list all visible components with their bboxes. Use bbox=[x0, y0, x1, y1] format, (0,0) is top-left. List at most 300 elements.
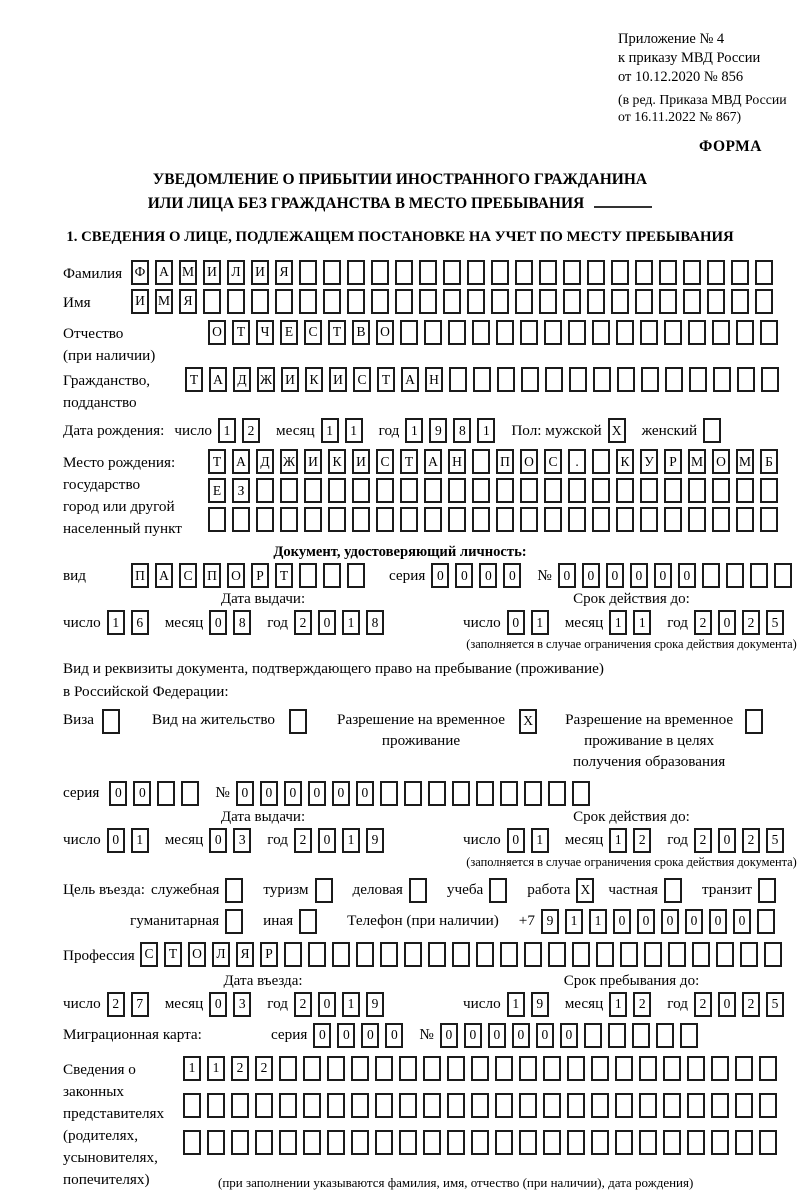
char-cell[interactable]: О bbox=[376, 320, 394, 345]
char-cell[interactable] bbox=[443, 289, 461, 314]
char-cell[interactable]: 1 bbox=[183, 1056, 201, 1081]
char-cell[interactable] bbox=[428, 781, 446, 806]
char-cell[interactable] bbox=[548, 942, 566, 967]
char-cell[interactable]: 0 bbox=[385, 1023, 403, 1048]
char-cell[interactable]: 0 bbox=[332, 781, 350, 806]
char-cell[interactable] bbox=[473, 367, 491, 392]
char-cell[interactable] bbox=[496, 478, 514, 503]
char-cell[interactable] bbox=[663, 1130, 681, 1155]
char-cell[interactable] bbox=[351, 1130, 369, 1155]
char-cell[interactable] bbox=[611, 260, 629, 285]
char-cell[interactable]: 9 bbox=[541, 909, 559, 934]
char-cell[interactable] bbox=[208, 507, 226, 532]
char-cell[interactable]: И bbox=[251, 260, 269, 285]
char-cell[interactable]: Л bbox=[212, 942, 230, 967]
char-cell[interactable] bbox=[327, 1130, 345, 1155]
char-cell[interactable] bbox=[593, 367, 611, 392]
char-cell[interactable]: 0 bbox=[512, 1023, 530, 1048]
char-cell[interactable] bbox=[689, 367, 707, 392]
char-cell[interactable] bbox=[680, 1023, 698, 1048]
char-cell[interactable]: 1 bbox=[131, 828, 149, 853]
char-cell[interactable] bbox=[755, 289, 773, 314]
char-cell[interactable] bbox=[467, 289, 485, 314]
char-cell[interactable] bbox=[644, 942, 662, 967]
char-cell[interactable]: 1 bbox=[609, 828, 627, 853]
char-cell[interactable] bbox=[519, 1056, 537, 1081]
char-cell[interactable]: 2 bbox=[294, 610, 312, 635]
char-cell[interactable] bbox=[616, 478, 634, 503]
char-cell[interactable] bbox=[592, 507, 610, 532]
char-cell[interactable] bbox=[563, 260, 581, 285]
char-cell[interactable]: . bbox=[568, 449, 586, 474]
char-cell[interactable]: В bbox=[352, 320, 370, 345]
char-cell[interactable]: 0 bbox=[318, 610, 336, 635]
char-cell[interactable]: Е bbox=[280, 320, 298, 345]
char-cell[interactable] bbox=[757, 909, 775, 934]
char-cell[interactable] bbox=[323, 289, 341, 314]
char-cell[interactable] bbox=[712, 320, 730, 345]
char-cell[interactable] bbox=[347, 563, 365, 588]
char-cell[interactable]: Ж bbox=[257, 367, 275, 392]
char-cell[interactable]: М bbox=[736, 449, 754, 474]
char-cell[interactable] bbox=[596, 942, 614, 967]
char-cell[interactable]: 1 bbox=[633, 610, 651, 635]
char-cell[interactable] bbox=[323, 260, 341, 285]
char-cell[interactable]: М bbox=[179, 260, 197, 285]
char-cell[interactable]: И bbox=[304, 449, 322, 474]
char-cell[interactable]: Ч bbox=[256, 320, 274, 345]
char-cell[interactable]: Б bbox=[760, 449, 778, 474]
char-cell[interactable] bbox=[615, 1130, 633, 1155]
char-cell[interactable] bbox=[592, 320, 610, 345]
char-cell[interactable]: 0 bbox=[536, 1023, 554, 1048]
char-cell[interactable] bbox=[356, 942, 374, 967]
char-cell[interactable] bbox=[759, 1130, 777, 1155]
char-cell[interactable] bbox=[275, 289, 293, 314]
char-cell[interactable] bbox=[471, 1056, 489, 1081]
char-cell[interactable] bbox=[639, 1130, 657, 1155]
char-cell[interactable] bbox=[543, 1056, 561, 1081]
char-cell[interactable] bbox=[256, 478, 274, 503]
checkbox-cell[interactable] bbox=[758, 878, 776, 903]
char-cell[interactable]: 0 bbox=[479, 563, 497, 588]
char-cell[interactable]: 0 bbox=[507, 828, 525, 853]
char-cell[interactable] bbox=[572, 781, 590, 806]
char-cell[interactable] bbox=[255, 1130, 273, 1155]
char-cell[interactable]: Д bbox=[256, 449, 274, 474]
char-cell[interactable] bbox=[616, 320, 634, 345]
char-cell[interactable] bbox=[591, 1093, 609, 1118]
char-cell[interactable] bbox=[635, 289, 653, 314]
char-cell[interactable] bbox=[423, 1130, 441, 1155]
checkbox-cell[interactable] bbox=[299, 909, 317, 934]
char-cell[interactable] bbox=[544, 478, 562, 503]
char-cell[interactable] bbox=[640, 320, 658, 345]
char-cell[interactable] bbox=[447, 1093, 465, 1118]
char-cell[interactable]: Ф bbox=[131, 260, 149, 285]
char-cell[interactable] bbox=[500, 942, 518, 967]
char-cell[interactable] bbox=[569, 367, 587, 392]
char-cell[interactable]: 0 bbox=[718, 610, 736, 635]
char-cell[interactable]: 7 bbox=[131, 992, 149, 1017]
char-cell[interactable] bbox=[395, 260, 413, 285]
char-cell[interactable] bbox=[572, 942, 590, 967]
char-cell[interactable] bbox=[521, 367, 539, 392]
char-cell[interactable] bbox=[587, 260, 605, 285]
char-cell[interactable] bbox=[592, 478, 610, 503]
char-cell[interactable]: 0 bbox=[308, 781, 326, 806]
char-cell[interactable] bbox=[519, 1093, 537, 1118]
char-cell[interactable]: Н bbox=[448, 449, 466, 474]
char-cell[interactable]: 5 bbox=[766, 610, 784, 635]
checkbox-cell[interactable] bbox=[664, 878, 682, 903]
char-cell[interactable] bbox=[692, 942, 710, 967]
char-cell[interactable]: С bbox=[140, 942, 158, 967]
char-cell[interactable] bbox=[707, 289, 725, 314]
char-cell[interactable]: 0 bbox=[284, 781, 302, 806]
char-cell[interactable]: К bbox=[305, 367, 323, 392]
char-cell[interactable] bbox=[635, 260, 653, 285]
char-cell[interactable]: 1 bbox=[609, 992, 627, 1017]
char-cell[interactable]: И bbox=[329, 367, 347, 392]
char-cell[interactable] bbox=[520, 507, 538, 532]
char-cell[interactable]: Е bbox=[208, 478, 226, 503]
char-cell[interactable]: М bbox=[155, 289, 173, 314]
char-cell[interactable]: 0 bbox=[431, 563, 449, 588]
checkbox-cell[interactable] bbox=[225, 909, 243, 934]
char-cell[interactable]: О bbox=[712, 449, 730, 474]
char-cell[interactable] bbox=[640, 478, 658, 503]
char-cell[interactable] bbox=[376, 507, 394, 532]
char-cell[interactable] bbox=[713, 367, 731, 392]
char-cell[interactable]: Я bbox=[275, 260, 293, 285]
char-cell[interactable] bbox=[760, 507, 778, 532]
char-cell[interactable]: 0 bbox=[260, 781, 278, 806]
char-cell[interactable] bbox=[332, 942, 350, 967]
char-cell[interactable] bbox=[524, 942, 542, 967]
char-cell[interactable]: 0 bbox=[654, 563, 672, 588]
char-cell[interactable] bbox=[231, 1130, 249, 1155]
char-cell[interactable] bbox=[251, 289, 269, 314]
char-cell[interactable] bbox=[737, 367, 755, 392]
char-cell[interactable]: 0 bbox=[685, 909, 703, 934]
char-cell[interactable] bbox=[491, 289, 509, 314]
char-cell[interactable]: 1 bbox=[321, 418, 339, 443]
char-cell[interactable] bbox=[279, 1056, 297, 1081]
char-cell[interactable]: 1 bbox=[107, 610, 125, 635]
char-cell[interactable] bbox=[755, 260, 773, 285]
char-cell[interactable] bbox=[616, 507, 634, 532]
char-cell[interactable]: 2 bbox=[694, 992, 712, 1017]
char-cell[interactable]: 1 bbox=[405, 418, 423, 443]
char-cell[interactable] bbox=[399, 1130, 417, 1155]
char-cell[interactable] bbox=[380, 781, 398, 806]
char-cell[interactable] bbox=[702, 563, 720, 588]
char-cell[interactable] bbox=[711, 1056, 729, 1081]
checkbox-cell[interactable] bbox=[315, 878, 333, 903]
char-cell[interactable]: 0 bbox=[337, 1023, 355, 1048]
char-cell[interactable]: 9 bbox=[366, 828, 384, 853]
char-cell[interactable] bbox=[284, 942, 302, 967]
char-cell[interactable]: 0 bbox=[630, 563, 648, 588]
char-cell[interactable]: 8 bbox=[453, 418, 471, 443]
char-cell[interactable] bbox=[207, 1093, 225, 1118]
char-cell[interactable] bbox=[544, 320, 562, 345]
char-cell[interactable]: 0 bbox=[361, 1023, 379, 1048]
char-cell[interactable] bbox=[400, 478, 418, 503]
char-cell[interactable] bbox=[476, 781, 494, 806]
char-cell[interactable]: 0 bbox=[440, 1023, 458, 1048]
char-cell[interactable]: 0 bbox=[503, 563, 521, 588]
char-cell[interactable] bbox=[375, 1093, 393, 1118]
char-cell[interactable] bbox=[472, 320, 490, 345]
char-cell[interactable]: 5 bbox=[766, 992, 784, 1017]
char-cell[interactable]: П bbox=[203, 563, 221, 588]
char-cell[interactable] bbox=[495, 1130, 513, 1155]
char-cell[interactable]: 2 bbox=[742, 828, 760, 853]
checkbox-cell[interactable] bbox=[409, 878, 427, 903]
char-cell[interactable]: О bbox=[520, 449, 538, 474]
char-cell[interactable] bbox=[299, 563, 317, 588]
char-cell[interactable] bbox=[207, 1130, 225, 1155]
char-cell[interactable]: А bbox=[401, 367, 419, 392]
char-cell[interactable] bbox=[736, 507, 754, 532]
char-cell[interactable]: 0 bbox=[464, 1023, 482, 1048]
checkbox-cell[interactable] bbox=[703, 418, 721, 443]
char-cell[interactable] bbox=[639, 1056, 657, 1081]
char-cell[interactable] bbox=[419, 260, 437, 285]
char-cell[interactable]: 5 bbox=[766, 828, 784, 853]
char-cell[interactable] bbox=[520, 478, 538, 503]
char-cell[interactable]: 1 bbox=[342, 992, 360, 1017]
char-cell[interactable] bbox=[591, 1130, 609, 1155]
char-cell[interactable] bbox=[687, 1130, 705, 1155]
char-cell[interactable] bbox=[716, 942, 734, 967]
char-cell[interactable] bbox=[563, 289, 581, 314]
char-cell[interactable] bbox=[351, 1093, 369, 1118]
char-cell[interactable] bbox=[515, 260, 533, 285]
char-cell[interactable]: А bbox=[209, 367, 227, 392]
char-cell[interactable]: 2 bbox=[107, 992, 125, 1017]
char-cell[interactable]: С bbox=[304, 320, 322, 345]
char-cell[interactable]: 0 bbox=[313, 1023, 331, 1048]
char-cell[interactable]: 1 bbox=[531, 828, 549, 853]
char-cell[interactable] bbox=[688, 507, 706, 532]
char-cell[interactable] bbox=[376, 478, 394, 503]
char-cell[interactable] bbox=[759, 1093, 777, 1118]
char-cell[interactable]: 0 bbox=[733, 909, 751, 934]
checkbox-cell[interactable]: X bbox=[608, 418, 626, 443]
char-cell[interactable] bbox=[591, 1056, 609, 1081]
char-cell[interactable]: 1 bbox=[507, 992, 525, 1017]
char-cell[interactable] bbox=[327, 1056, 345, 1081]
char-cell[interactable] bbox=[711, 1130, 729, 1155]
char-cell[interactable] bbox=[568, 507, 586, 532]
char-cell[interactable] bbox=[659, 260, 677, 285]
char-cell[interactable]: 1 bbox=[207, 1056, 225, 1081]
checkbox-cell[interactable] bbox=[489, 878, 507, 903]
char-cell[interactable]: 2 bbox=[742, 992, 760, 1017]
char-cell[interactable]: 2 bbox=[694, 610, 712, 635]
char-cell[interactable] bbox=[520, 320, 538, 345]
char-cell[interactable]: 0 bbox=[209, 828, 227, 853]
char-cell[interactable] bbox=[567, 1093, 585, 1118]
char-cell[interactable] bbox=[712, 507, 730, 532]
char-cell[interactable]: 9 bbox=[531, 992, 549, 1017]
char-cell[interactable] bbox=[448, 478, 466, 503]
char-cell[interactable] bbox=[371, 260, 389, 285]
char-cell[interactable] bbox=[256, 507, 274, 532]
char-cell[interactable] bbox=[663, 1056, 681, 1081]
char-cell[interactable] bbox=[328, 478, 346, 503]
char-cell[interactable]: 1 bbox=[589, 909, 607, 934]
char-cell[interactable]: Н bbox=[425, 367, 443, 392]
char-cell[interactable] bbox=[351, 1056, 369, 1081]
char-cell[interactable] bbox=[656, 1023, 674, 1048]
char-cell[interactable] bbox=[750, 563, 768, 588]
char-cell[interactable]: К bbox=[616, 449, 634, 474]
char-cell[interactable]: 1 bbox=[609, 610, 627, 635]
char-cell[interactable] bbox=[548, 781, 566, 806]
char-cell[interactable]: 2 bbox=[742, 610, 760, 635]
char-cell[interactable] bbox=[683, 289, 701, 314]
char-cell[interactable] bbox=[423, 1056, 441, 1081]
char-cell[interactable] bbox=[232, 507, 250, 532]
char-cell[interactable] bbox=[664, 320, 682, 345]
char-cell[interactable]: С bbox=[376, 449, 394, 474]
char-cell[interactable]: 2 bbox=[294, 828, 312, 853]
char-cell[interactable] bbox=[467, 260, 485, 285]
char-cell[interactable]: 3 bbox=[233, 992, 251, 1017]
char-cell[interactable]: 0 bbox=[109, 781, 127, 806]
char-cell[interactable] bbox=[404, 942, 422, 967]
char-cell[interactable] bbox=[735, 1056, 753, 1081]
char-cell[interactable] bbox=[683, 260, 701, 285]
checkbox-cell[interactable] bbox=[225, 878, 243, 903]
char-cell[interactable] bbox=[545, 367, 563, 392]
char-cell[interactable] bbox=[448, 320, 466, 345]
char-cell[interactable] bbox=[640, 507, 658, 532]
char-cell[interactable] bbox=[543, 1093, 561, 1118]
char-cell[interactable] bbox=[303, 1056, 321, 1081]
char-cell[interactable]: О bbox=[188, 942, 206, 967]
checkbox-cell[interactable]: X bbox=[576, 878, 594, 903]
char-cell[interactable] bbox=[404, 781, 422, 806]
char-cell[interactable]: 0 bbox=[678, 563, 696, 588]
char-cell[interactable] bbox=[471, 1093, 489, 1118]
char-cell[interactable]: 0 bbox=[582, 563, 600, 588]
char-cell[interactable]: Т bbox=[164, 942, 182, 967]
char-cell[interactable] bbox=[424, 507, 442, 532]
char-cell[interactable] bbox=[568, 478, 586, 503]
char-cell[interactable]: 1 bbox=[342, 828, 360, 853]
char-cell[interactable]: 0 bbox=[209, 610, 227, 635]
char-cell[interactable] bbox=[299, 289, 317, 314]
char-cell[interactable]: 3 bbox=[233, 828, 251, 853]
char-cell[interactable] bbox=[428, 942, 446, 967]
char-cell[interactable] bbox=[476, 942, 494, 967]
char-cell[interactable]: 0 bbox=[318, 992, 336, 1017]
char-cell[interactable]: 1 bbox=[531, 610, 549, 635]
char-cell[interactable]: 1 bbox=[218, 418, 236, 443]
char-cell[interactable] bbox=[760, 320, 778, 345]
char-cell[interactable] bbox=[304, 507, 322, 532]
char-cell[interactable] bbox=[632, 1023, 650, 1048]
char-cell[interactable] bbox=[688, 478, 706, 503]
char-cell[interactable] bbox=[568, 320, 586, 345]
char-cell[interactable]: 0 bbox=[133, 781, 151, 806]
char-cell[interactable] bbox=[567, 1130, 585, 1155]
char-cell[interactable] bbox=[380, 942, 398, 967]
char-cell[interactable]: З bbox=[232, 478, 250, 503]
char-cell[interactable] bbox=[423, 1093, 441, 1118]
char-cell[interactable]: И bbox=[203, 260, 221, 285]
char-cell[interactable] bbox=[759, 1056, 777, 1081]
char-cell[interactable] bbox=[183, 1130, 201, 1155]
char-cell[interactable] bbox=[736, 478, 754, 503]
char-cell[interactable]: 0 bbox=[709, 909, 727, 934]
char-cell[interactable]: 0 bbox=[606, 563, 624, 588]
char-cell[interactable] bbox=[352, 478, 370, 503]
char-cell[interactable] bbox=[615, 1056, 633, 1081]
char-cell[interactable] bbox=[664, 507, 682, 532]
char-cell[interactable]: Т bbox=[400, 449, 418, 474]
char-cell[interactable]: 8 bbox=[366, 610, 384, 635]
char-cell[interactable] bbox=[280, 478, 298, 503]
checkbox-cell[interactable] bbox=[102, 709, 120, 734]
char-cell[interactable] bbox=[496, 320, 514, 345]
char-cell[interactable]: Р bbox=[664, 449, 682, 474]
char-cell[interactable] bbox=[515, 289, 533, 314]
char-cell[interactable]: А bbox=[155, 260, 173, 285]
char-cell[interactable] bbox=[231, 1093, 249, 1118]
char-cell[interactable] bbox=[539, 260, 557, 285]
char-cell[interactable]: 2 bbox=[694, 828, 712, 853]
char-cell[interactable] bbox=[424, 478, 442, 503]
char-cell[interactable] bbox=[687, 1056, 705, 1081]
char-cell[interactable]: 0 bbox=[209, 992, 227, 1017]
char-cell[interactable] bbox=[543, 1130, 561, 1155]
char-cell[interactable]: Р bbox=[260, 942, 278, 967]
char-cell[interactable] bbox=[472, 478, 490, 503]
char-cell[interactable] bbox=[617, 367, 635, 392]
char-cell[interactable] bbox=[639, 1093, 657, 1118]
char-cell[interactable]: И bbox=[352, 449, 370, 474]
char-cell[interactable] bbox=[544, 507, 562, 532]
char-cell[interactable] bbox=[735, 1093, 753, 1118]
char-cell[interactable]: Л bbox=[227, 260, 245, 285]
char-cell[interactable] bbox=[567, 1056, 585, 1081]
char-cell[interactable] bbox=[761, 367, 779, 392]
checkbox-cell[interactable]: X bbox=[519, 709, 537, 734]
char-cell[interactable] bbox=[615, 1093, 633, 1118]
char-cell[interactable] bbox=[447, 1130, 465, 1155]
char-cell[interactable] bbox=[375, 1130, 393, 1155]
char-cell[interactable] bbox=[707, 260, 725, 285]
char-cell[interactable] bbox=[323, 563, 341, 588]
char-cell[interactable] bbox=[255, 1093, 273, 1118]
char-cell[interactable] bbox=[400, 507, 418, 532]
char-cell[interactable]: 0 bbox=[560, 1023, 578, 1048]
char-cell[interactable] bbox=[280, 507, 298, 532]
char-cell[interactable]: 0 bbox=[637, 909, 655, 934]
char-cell[interactable]: Я bbox=[179, 289, 197, 314]
char-cell[interactable]: Т bbox=[377, 367, 395, 392]
char-cell[interactable] bbox=[496, 507, 514, 532]
char-cell[interactable] bbox=[726, 563, 744, 588]
char-cell[interactable] bbox=[584, 1023, 602, 1048]
char-cell[interactable] bbox=[524, 781, 542, 806]
